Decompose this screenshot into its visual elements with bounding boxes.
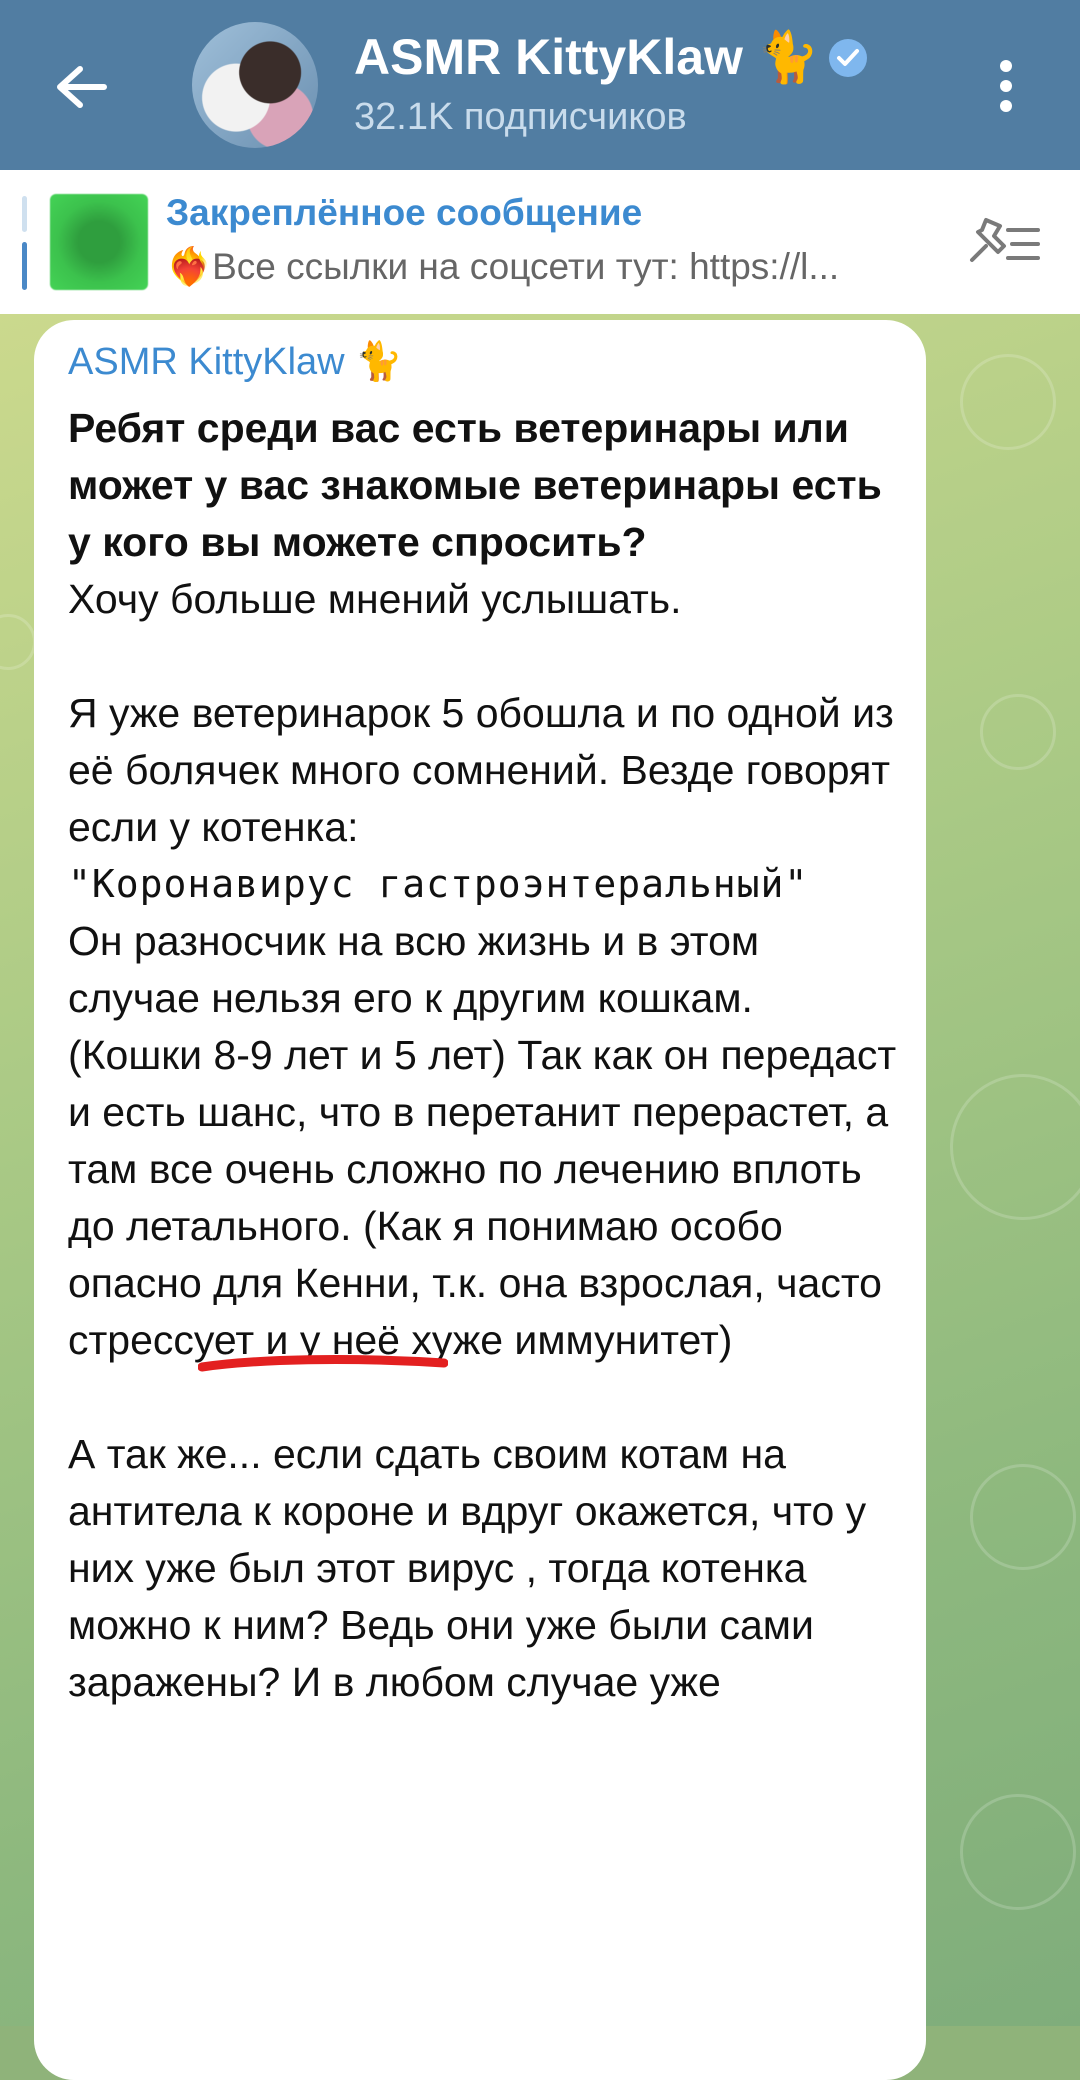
message-paragraph: А так же... если сдать своим котам на антитела к короне и вдруг окажется, что у них уже был этот вирус , тогда котенка можно к ним? Ведь они уже были сами заражены? И в любом случае уже [68, 1431, 867, 1705]
background-doodle [960, 1794, 1076, 1910]
channel-title[interactable] [354, 28, 867, 87]
background-doodle [0, 614, 36, 670]
pin-indicator-inactive [22, 196, 27, 232]
background-doodle [980, 694, 1056, 770]
background-doodle [950, 1074, 1080, 1220]
more-menu-button[interactable] [976, 50, 1036, 122]
channel-avatar[interactable] [192, 22, 318, 148]
pinned-thumbnail [50, 194, 148, 290]
message-text [68, 400, 898, 1711]
message-paragraph: Я уже ветеринарок 5 обошла и по одной из её болячек много сомнений. Везде говорят если у котенка: [68, 690, 894, 850]
pinned-preview-text: ❤️‍🔥Все ссылки на соцсети тут: https://l... [166, 246, 840, 287]
arrow-left-icon [54, 63, 110, 111]
more-vertical-icon [1000, 60, 1012, 72]
chat-header [0, 0, 1080, 170]
red-underline-mark [198, 1345, 448, 1385]
background-doodle [960, 354, 1056, 450]
message-bold-text: Ребят среди вас есть ветеринары или может у вас знакомые ветеринары есть у кого вы можете спросить? [68, 405, 882, 565]
message-paragraph: Он разносчик на всю жизнь и в этом случае нельзя его к другим кошкам. (Кошки 8-9 лет и 5 лет) Так как он передаст и есть шанс, что в перетанит перерастет, а там все очень сложно по лечению вплоть до летального. (Как я понимаю особо опасно для Кенни, т.к. она взрослая, часто стрессует и у неё хуже иммунитет) [68, 918, 897, 1363]
channel-title-text: ASMR KittyKlaw 🐈 [354, 29, 820, 85]
pinned-message-bar[interactable] [0, 170, 1080, 315]
subscriber-count: 32.1K подписчиков [354, 96, 687, 138]
pinned-list-button[interactable] [964, 216, 1044, 272]
pinned-title: Закреплённое сообщение [166, 192, 643, 233]
message-line: Хочу больше мнений услышать. [68, 576, 682, 622]
message-mono-text: "Коронавирус гастроэнтеральный" [68, 862, 809, 906]
pinned-list-icon [964, 216, 1044, 272]
back-button[interactable] [40, 45, 124, 129]
pin-indicator-active [22, 242, 27, 290]
verified-check-icon [829, 39, 867, 77]
message-author[interactable]: ASMR KittyKlaw 🐈 [68, 341, 403, 383]
background-doodle [970, 1464, 1076, 1570]
